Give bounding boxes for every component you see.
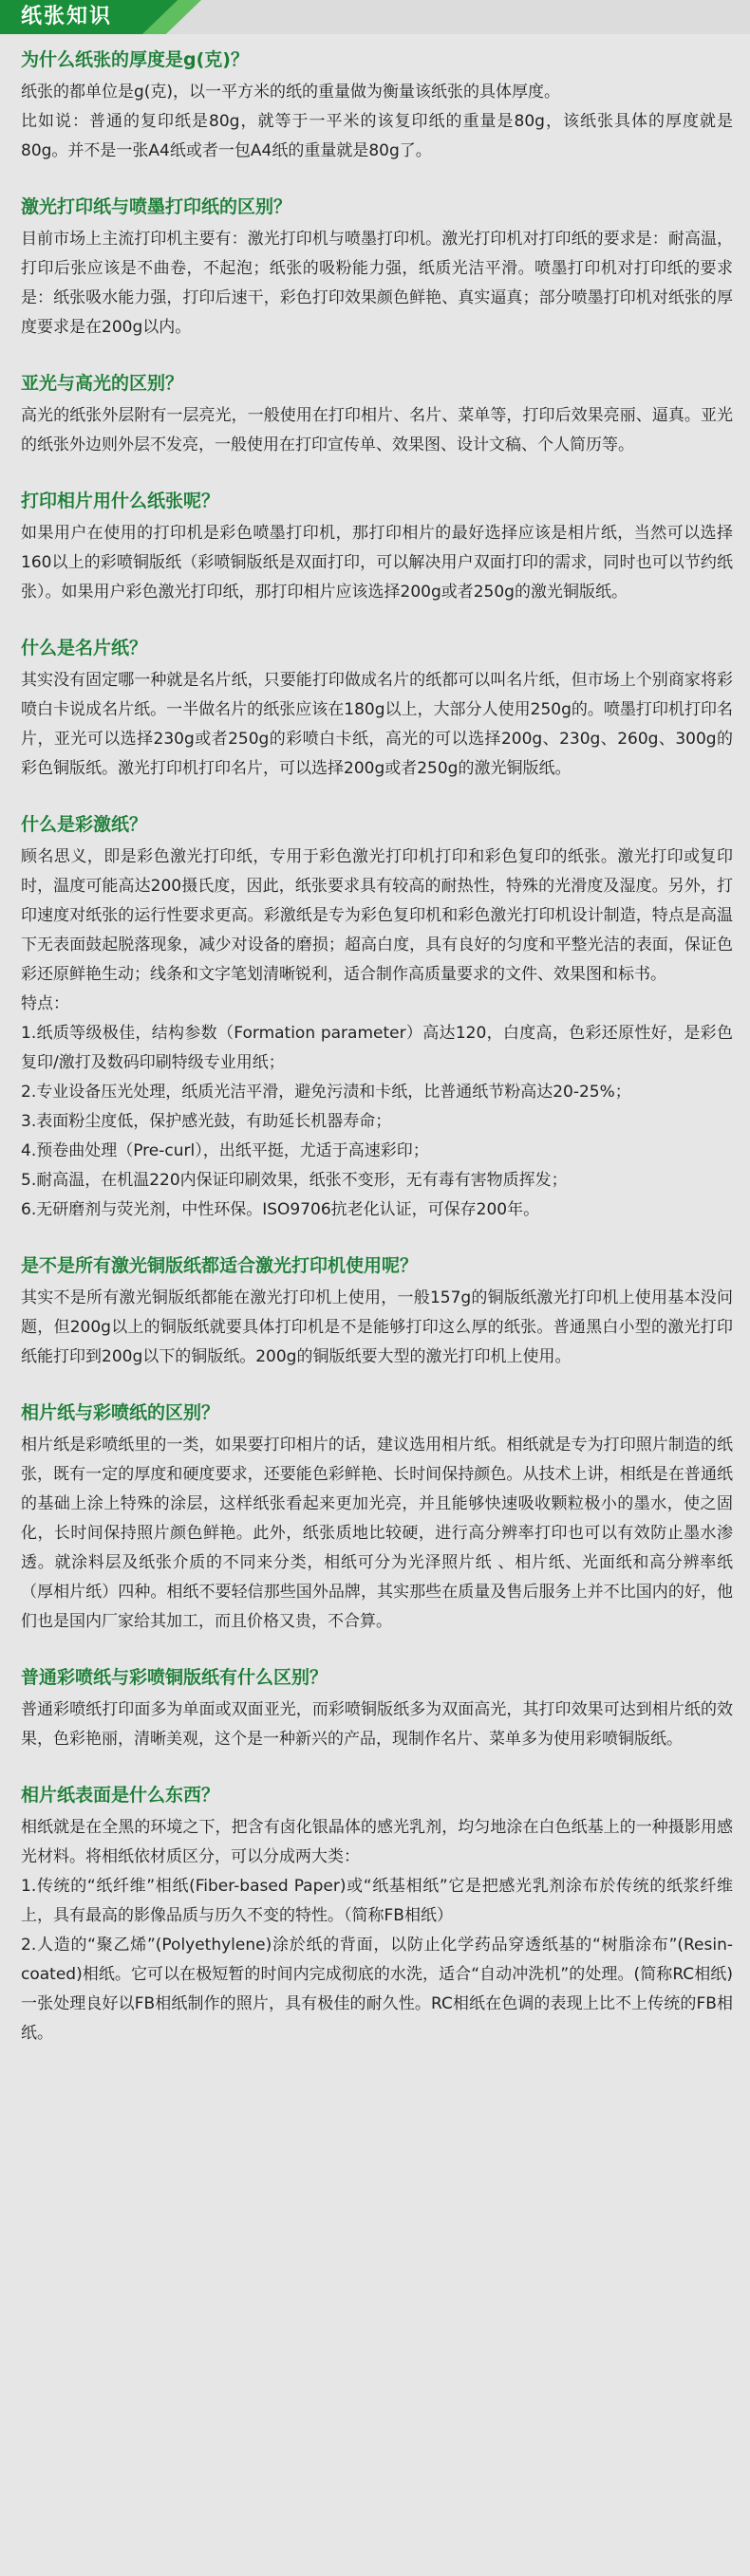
section-paragraph: 高光的纸张外层附有一层亮光，一般使用在打印相片、名片、菜单等，打印后效果亮丽、逼真。亚光的纸张外边则外层不发亮，一般使用在打印宣传单、效果图、设计文稿、个人简历等。 xyxy=(21,406,733,454)
faq-section xyxy=(21,1400,733,1637)
section-paragraph: 4.预卷曲处理（Pre-curl），出纸平挺，尤适于高速彩印； xyxy=(21,1141,429,1160)
section-paragraph: 1.纸质等级极佳，结构参数（Formation parameter）高达120，白度高，色彩还原性好，是彩色复印/激打及数码印刷特级专业用纸； xyxy=(21,1024,733,1072)
section-question: 什么是彩激纸？ xyxy=(21,814,148,835)
faq-section xyxy=(21,812,733,1225)
faq-section xyxy=(21,371,733,460)
section-paragraph: 2.人造的“聚乙烯”(Polyethylene)涂於纸的背面，以防止化学药品穿透纸基的“树脂涂布”(Resin-coated)相纸。它可以在极短暂的时间内完成彻底的水洗，适合“自动冲洗机”的处理。(简称RC相纸)一张处理良好以FB相纸制作的照片，具有极佳的耐久性。RC相纸在色调的表现上比不上传统的FB相纸。 xyxy=(21,1936,733,2043)
section-question: 相片纸表面是什么东西？ xyxy=(21,1785,220,1806)
section-question: 打印相片用什么纸张呢？ xyxy=(21,491,220,511)
section-paragraph: 1.传统的“纸纤维”相纸(Fiber-based Paper)或“纸基相纸”它是把感光乳剂涂布於传统的纸浆纤维上，具有最高的影像品质与历久不变的特性。（简称FB相纸） xyxy=(21,1877,733,1925)
page-title: 纸张知识 xyxy=(21,5,113,28)
section-paragraph: 其实没有固定哪一种就是名片纸，只要能打印做成名片的纸都可以叫名片纸，但市场上个别商家将彩喷白卡说成名片纸。一半做名片的纸张应该在180g以上，大部分人使用250g的。喷墨打印机打印名片，亚光可以选择230g或者250g的彩喷白卡纸，高光的可以选择200g、230g、260g、300g的彩色铜版纸。激光打印机打印名片，可以选择200g或者250g的激光铜版纸。 xyxy=(21,671,733,778)
faq-section xyxy=(21,1665,733,1754)
section-paragraph: 顾名思义，即是彩色激光打印纸，专用于彩色激光打印机打印和彩色复印的纸张。激光打印或复印时，温度可能高达200摄氏度，因此，纸张要求具有较高的耐热性，特殊的光滑度及湿度。另外，打印速度对纸张的运行性要求更高。彩激纸是专为彩色复印机和彩色激光打印机设计制造，特点是高温下无表面鼓起脱落现象，减少对设备的磨损；超高白度，具有良好的匀度和平整光洁的表面，保证色彩还原鲜艳生动；线条和文字笔划清晰锐利，适合制作高质量要求的文件、效果图和标书。 xyxy=(21,847,733,984)
section-paragraph: 如果用户在使用的打印机是彩色喷墨打印机，那打印相片的最好选择应该是相片纸，当然可以选择160以上的彩喷铜版纸（彩喷铜版纸是双面打印，可以解决用户双面打印的需求，同时也可以节约纸张）。如果用户彩色激光打印纸，那打印相片应该选择200g或者250g的激光铜版纸。 xyxy=(21,524,733,602)
section-paragraph: 目前市场上主流打印机主要有：激光打印机与喷墨打印机。激光打印机对打印纸的要求是：耐高温，打印后张应该是不曲卷，不起泡；纸张的吸粉能力强，纸质光洁平滑。喷墨打印机对打印纸的要求是：纸张吸水能力强，打印后速干，彩色打印效果颜色鲜艳、真实逼真；部分喷墨打印机对纸张的厚度要求是在200g以内。 xyxy=(21,230,733,337)
section-question: 亚光与高光的区别？ xyxy=(21,373,184,394)
section-paragraph: 5.耐高温，在机温220内保证印刷效果，纸张不变形，无有毒有害物质挥发； xyxy=(21,1171,568,1190)
faq-section xyxy=(21,1253,733,1372)
section-question: 激光打印纸与喷墨打印纸的区别？ xyxy=(21,196,292,217)
section-question: 为什么纸张的厚度是g(克)？ xyxy=(21,49,249,70)
section-paragraph: 6.无研磨剂与荧光剂，中性环保。ISO9706抗老化认证，可保存200年。 xyxy=(21,1200,540,1219)
header-bar xyxy=(0,0,750,34)
section-paragraph: 普通彩喷纸打印面多为单面或双面亚光，而彩喷铜版纸多为双面高光，其打印效果可达到相片纸的效果，色彩艳丽，清晰美观，这个是一种新兴的产品，现制作名片、菜单多为使用彩喷铜版纸。 xyxy=(21,1700,733,1749)
section-paragraph: 其实不是所有激光铜版纸都能在激光打印机上使用，一般157g的铜版纸激光打印机上使用基本没问题，但200g以上的铜版纸就要具体打印机是不是能够打印这么厚的纸张。普通黑白小型的激光打印纸能打印到200g以下的铜版纸。200g的铜版纸要大型的激光打印机上使用。 xyxy=(21,1288,733,1366)
faq-section xyxy=(21,47,733,166)
faq-section xyxy=(21,195,733,343)
section-question: 是不是所有激光铜版纸都适合激光打印机使用呢？ xyxy=(21,1255,419,1276)
section-paragraph: 特点： xyxy=(21,994,69,1013)
section-question: 相片纸与彩喷纸的区别？ xyxy=(21,1402,220,1423)
section-paragraph: 比如说：普通的复印纸是80g，就等于一平米的该复印纸的重量是80g，该纸张具体的厚度就是80g。并不是一张A4纸或者一包A4纸的重量就是80g了。 xyxy=(21,112,733,160)
section-paragraph: 相纸就是在全黑的环境之下，把含有卤化银晶体的感光乳剂，均匀地涂在白色纸基上的一种摄影用感光材料。将相纸依材质区分，可以分成两大类： xyxy=(21,1818,733,1866)
section-paragraph: 纸张的都单位是g(克)，以一平方米的纸的重量做为衡量该纸张的具体厚度。 xyxy=(21,83,561,102)
section-question: 普通彩喷纸与彩喷铜版纸有什么区别？ xyxy=(21,1667,328,1688)
section-question: 什么是名片纸？ xyxy=(21,638,148,658)
section-paragraph: 2.专业设备压光处理，纸质光洁平滑，避免污渍和卡纸，比普通纸节粉高达20-25%； xyxy=(21,1083,631,1102)
section-paragraph: 3.表面粉尘度低，保护感光鼓，有助延长机器寿命； xyxy=(21,1112,392,1131)
faq-section xyxy=(21,1783,733,2048)
article-content xyxy=(21,47,733,2077)
faq-section xyxy=(21,489,733,607)
section-paragraph: 相片纸是彩喷纸里的一类，如果要打印相片的话，建议选用相片纸。相纸就是专为打印照片制造的纸张，既有一定的厚度和硬度要求，还要能色彩鲜艳、长时间保持颜色。从技术上讲，相纸是在普通纸的基础上涂上特殊的涂层，这样纸张看起来更加光亮，并且能够快速吸收颗粒极小的墨水，使之固化，长时间保持照片颜色鲜艳。此外，纸张质地比较硬，进行高分辨率打印也可以有效防止墨水渗透。就涂料层及纸张介质的不同来分类，相纸可分为光泽照片纸 、相片纸、光面纸和高分辨率纸（厚相片纸）四种。相纸不要轻信那些国外品牌，其实那些在质量及售后服务上并不比国内的好，他们也是国内厂家给其加工，而且价格又贵，不合算。 xyxy=(21,1436,733,1631)
faq-section xyxy=(21,636,733,784)
